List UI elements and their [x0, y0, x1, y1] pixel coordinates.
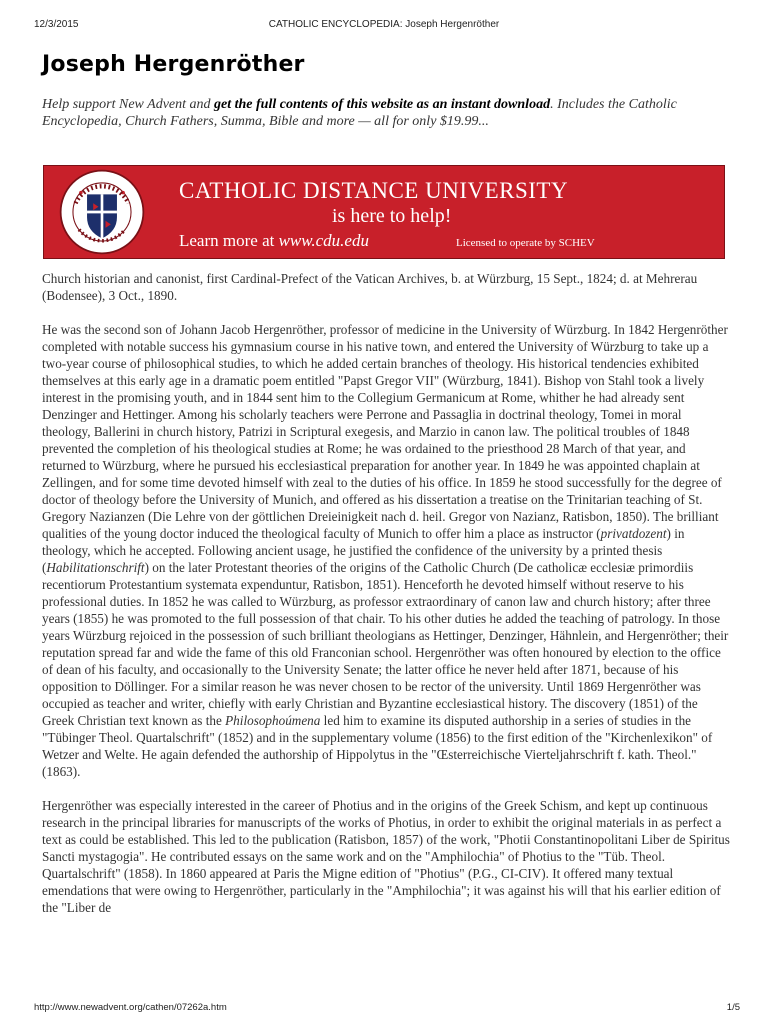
paragraph-text: led him to examine its disputed authorship in a series of studies in the "Tübinger Theol. Quartalschrift" (1852) and in the supplementary volume (1856) to the first edition of the "Kirchenlexikon" of Wetzer and Welte. He again defended the authorship of Hippolytus in the "Œsterreichische Vierteljahrschrift f. kath. Theol." (1863). [42, 713, 713, 779]
print-footer [0, 1002, 768, 1024]
print-date: 12/3/2015 [34, 19, 79, 30]
paragraph-text: ) on the later Protestant theories of the origins of the Catholic Church (De catholicæ ecclesiæ primordiis recentiorum Protestantium systemata expenduntur, Ratisbon, 1851). Henceforth he devoted himself without reserve to his professional duties. In 1852 he was called to Würzburg, as professor extraordinary of canon law and church history; after three years (1855) he was promoted to the full possession of that chair. To his other duties he added the teaching of patrology. In those years Würzburg rejoiced in the possession of such brilliant theologians as Hettinger, Denzinger, Hähnlein, and Hergenröther; their reputation spread far and wide the fame of this old Franconian school. Hergenröther was often honoured by election to the office of dean of his faculty, and occasionally to the University Senate; the latter office he never held after 1871, because of his opposition to Döllinger. For a similar reason he was never chosen to be rector of the university. Until 1869 Hergenröther was occupied as teacher and writer, chiefly with early Christian and Byzantine ecclesiastical history. The discovery (1851) of the Greek Christian text known as the [42, 560, 729, 728]
print-page-title: CATHOLIC ENCYCLOPEDIA: Joseph Hergenröther [268, 19, 500, 30]
promo-download-link[interactable]: get the full contents of this website as an instant download [214, 97, 551, 112]
paragraph-text: He was the second son of Johann Jacob Hergenröther, professor of medicine in the University of Würzburg. In 1842 Hergenröther completed with notable success his gymnasium course in his native town, and entered the University of Würzburg to take up a two-year course of philosophical studies, to which he added certain branches of theology. His historical tendencies exhibited themselves at this early age in a dramatic poem entitled "Papst Gregor VII" (Würzburg, 1841). Bishop von Stahl took a lively interest in the promising youth, and in 1844 sent him to the Collegium Germanicum at Rome, whither he had already sent Denzinger and Hettinger. Among his scholarly teachers were Perrone and Passaglia in doctrinal theology, Tomei in moral theology, Ballerini in church history, Patrizi in Scriptural exegesis, and Marzio in canon law. The political troubles of 1848 prevented the completion of his theological studies at Rome; he was ordained to the priesthood 28 March of that year, and returned to Würzburg, where he pursued his ecclesiastical preparation for another year. In 1849 he was appointed chaplain at Zellingen, and for some time devoted himself with zeal to the duties of his office. In 1859 he stood successfully for the degree of doctor of theology before the University of Munich, and offered as his dissertation a treatise on the Trinitarian teaching of St. Gregory Nazianzen (Die Lehre von der göttlichen Dreieinigkeit nach d. heil. Gregor von Nazianz, Ratisbon, 1850). The brilliant qualities of the young doctor induced the theological faculty of Munich to offer him a place as instructor ( [42, 322, 728, 541]
article-paragraph [42, 321, 732, 780]
promo-lead: Help support New Advent and [42, 97, 215, 112]
promo-tail: . Includes the Catholic Encyclopedia, Church Fathers, Summa, Bible and more — all for only $19.99... [42, 97, 677, 129]
cdu-ad-banner[interactable] [43, 165, 725, 259]
print-url: http://www.newadvent.org/cathen/07262a.htm [34, 1002, 227, 1013]
banner-learn-more[interactable] [179, 231, 369, 251]
italic-term: Philosophoúmena [225, 713, 321, 728]
banner-subline: is here to help! [332, 205, 452, 227]
italic-term: Habilitationschrift [46, 560, 145, 575]
print-header [0, 0, 768, 40]
paragraph-text: Church historian and canonist, first Cardinal-Prefect of the Vatican Archives, b. at Würzburg, 15 Sept., 1824; d. at Mehrerau (Bodensee), 3 Oct., 1890. [42, 271, 698, 303]
banner-learn-prefix: Learn more at [179, 231, 279, 250]
article-paragraph [42, 270, 732, 304]
paragraph-text: ) in theology, which he accepted. Following ancient usage, he justified the confidence of the university by a printed thesis ( [42, 526, 685, 575]
banner-license: Licensed to operate by SCHEV [456, 237, 595, 249]
banner-url-link[interactable]: www.cdu.edu [278, 231, 369, 250]
article-body [42, 270, 732, 933]
paragraph-text: Hergenröther was especially interested in the career of Photius and in the origins of the Greek Schism, and kept up continuous research in the principal libraries for manuscripts of the works of Photius, in order to exhibit the original materials in as perfect a text as could be established. This led to the publication (Ratisbon, 1857) of the work, "Photii Constantinopolitani Liber de Spiritus Sancti mystagogia". He contributed essays on the same work and on the "Amphilochia" of Photius to the "Tüb. Theol. Quartalschrift" (1858). In 1860 appeared at Paris the Migne edition of "Photius" (P.G., CI-CIV). It offered many textual emendations that were owing to Hergenröther, particularly in the "Amphilochia"; it was against his will that his earlier edition of the "Liber de [42, 798, 730, 915]
article-title: Joseph Hergenröther [42, 52, 305, 77]
article-paragraph [42, 797, 732, 916]
support-promo [42, 96, 742, 130]
italic-term: privatdozent [600, 526, 667, 541]
university-seal-icon [58, 168, 146, 256]
print-page-number: 1/5 [726, 1002, 740, 1013]
banner-headline: CATHOLIC DISTANCE UNIVERSITY [179, 178, 569, 203]
